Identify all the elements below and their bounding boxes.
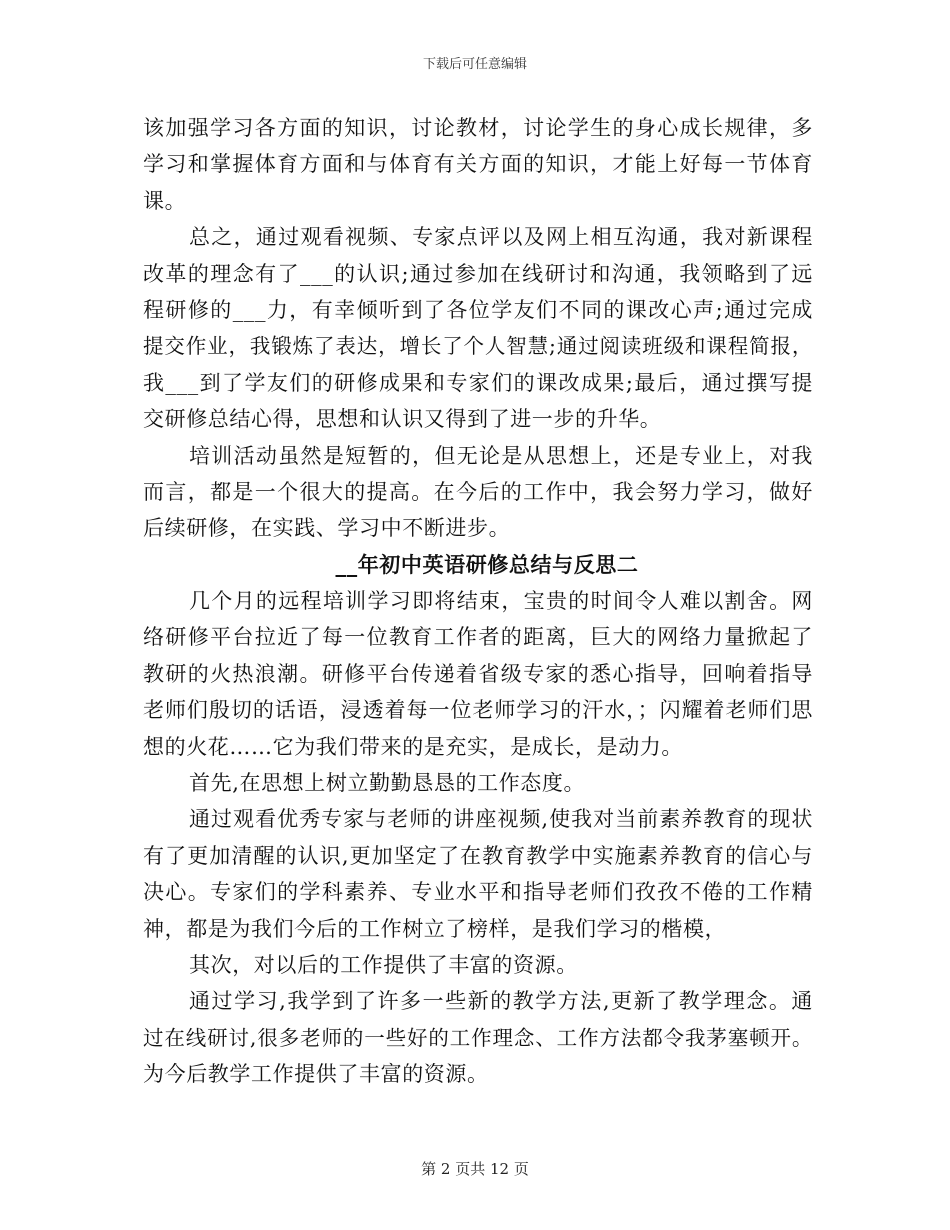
paragraph-start-line: 通过观看优秀专家与老师的讲座视频,使我对当前素养教育的现状 <box>189 807 813 832</box>
text-line: 提交作业，我锻炼了表达，增长了个人智慧;通过阅读班级和课程简报， <box>143 334 813 359</box>
text-line: 学习和掌握体育方面和与体育有关方面的知识，才能上好每一节体育 <box>143 152 813 177</box>
text-line: 想的火花……它为我们带来的是充实，是成长，是动力。 <box>143 734 683 759</box>
paragraph-start-line: 培训活动虽然是短暂的，但无论是从思想上，还是专业上，对我 <box>189 443 813 468</box>
text-line: 程研修的___力，有幸倾听到了各位学友们不同的课改心声;通过完成 <box>143 297 813 322</box>
text-line: 为今后教学工作提供了丰富的资源。 <box>143 1062 489 1087</box>
text-line: 神，都是为我们今后的工作树立了榜样，是我们学习的楷模， <box>143 916 727 941</box>
text-line: 络研修平台拉近了每一位教育工作者的距离，巨大的网络力量掀起了 <box>143 625 813 650</box>
paragraph-start-line: 通过学习,我学到了许多一些新的教学方法,更新了教学理念。通 <box>189 989 813 1014</box>
text-line: 该加强学习各方面的知识，讨论教材，讨论学生的身心成长规律，多 <box>143 116 813 140</box>
text-line: 过在线研讨,很多老师的一些好的工作理念、工作方法都令我茅塞顿开。 <box>143 1025 813 1050</box>
page-header: 下载后可任意编辑 <box>422 57 527 72</box>
text-line: 有了更加清醒的认识,更加坚定了在教育教学中实施素养教育的信心与 <box>143 843 813 868</box>
section-title: __年初中英语研修总结与反思二 <box>335 552 639 577</box>
text-line: 我___到了学友们的研修成果和专家们的课改成果;最后，通过撰写提 <box>143 370 813 395</box>
text-line: 交研修总结心得，思想和认识又得到了进一步的升华。 <box>143 407 662 432</box>
text-line: 而言，都是一个很大的提高。在今后的工作中，我会努力学习，做好 <box>143 479 813 504</box>
text-line: 决心。专家们的学科素养、专业水平和指导老师们孜孜不倦的工作精 <box>143 880 813 905</box>
text-line: 课。 <box>143 188 187 213</box>
text-line: 改革的理念有了___的认识;通过参加在线研讨和沟通，我领略到了远 <box>143 261 813 286</box>
text-line: 老师们殷切的话语，浸透着每一位老师学习的汗水，；闪耀着老师们思 <box>143 698 813 723</box>
paragraph-start-line: 首先,在思想上树立勤勤恳恳的工作态度。 <box>189 771 586 796</box>
document-body <box>143 110 813 1093</box>
paragraph-start-line: 几个月的远程培训学习即将结束，宝贵的时间令人难以割舍。网 <box>189 589 813 614</box>
text-line: 后续研修，在实践、学习中不断进步。 <box>143 516 511 541</box>
paragraph-start-line: 其次，对以后的工作提供了丰富的资源。 <box>189 952 578 977</box>
paragraph-start-line: 总之，通过观看视频、专家点评以及网上相互沟通，我对新课程 <box>189 225 813 250</box>
page-footer: 第 2 页共 12 页 <box>421 1160 529 1178</box>
text-line: 教研的火热浪潮。研修平台传递着省级专家的悉心指导，回响着指导 <box>143 661 813 686</box>
